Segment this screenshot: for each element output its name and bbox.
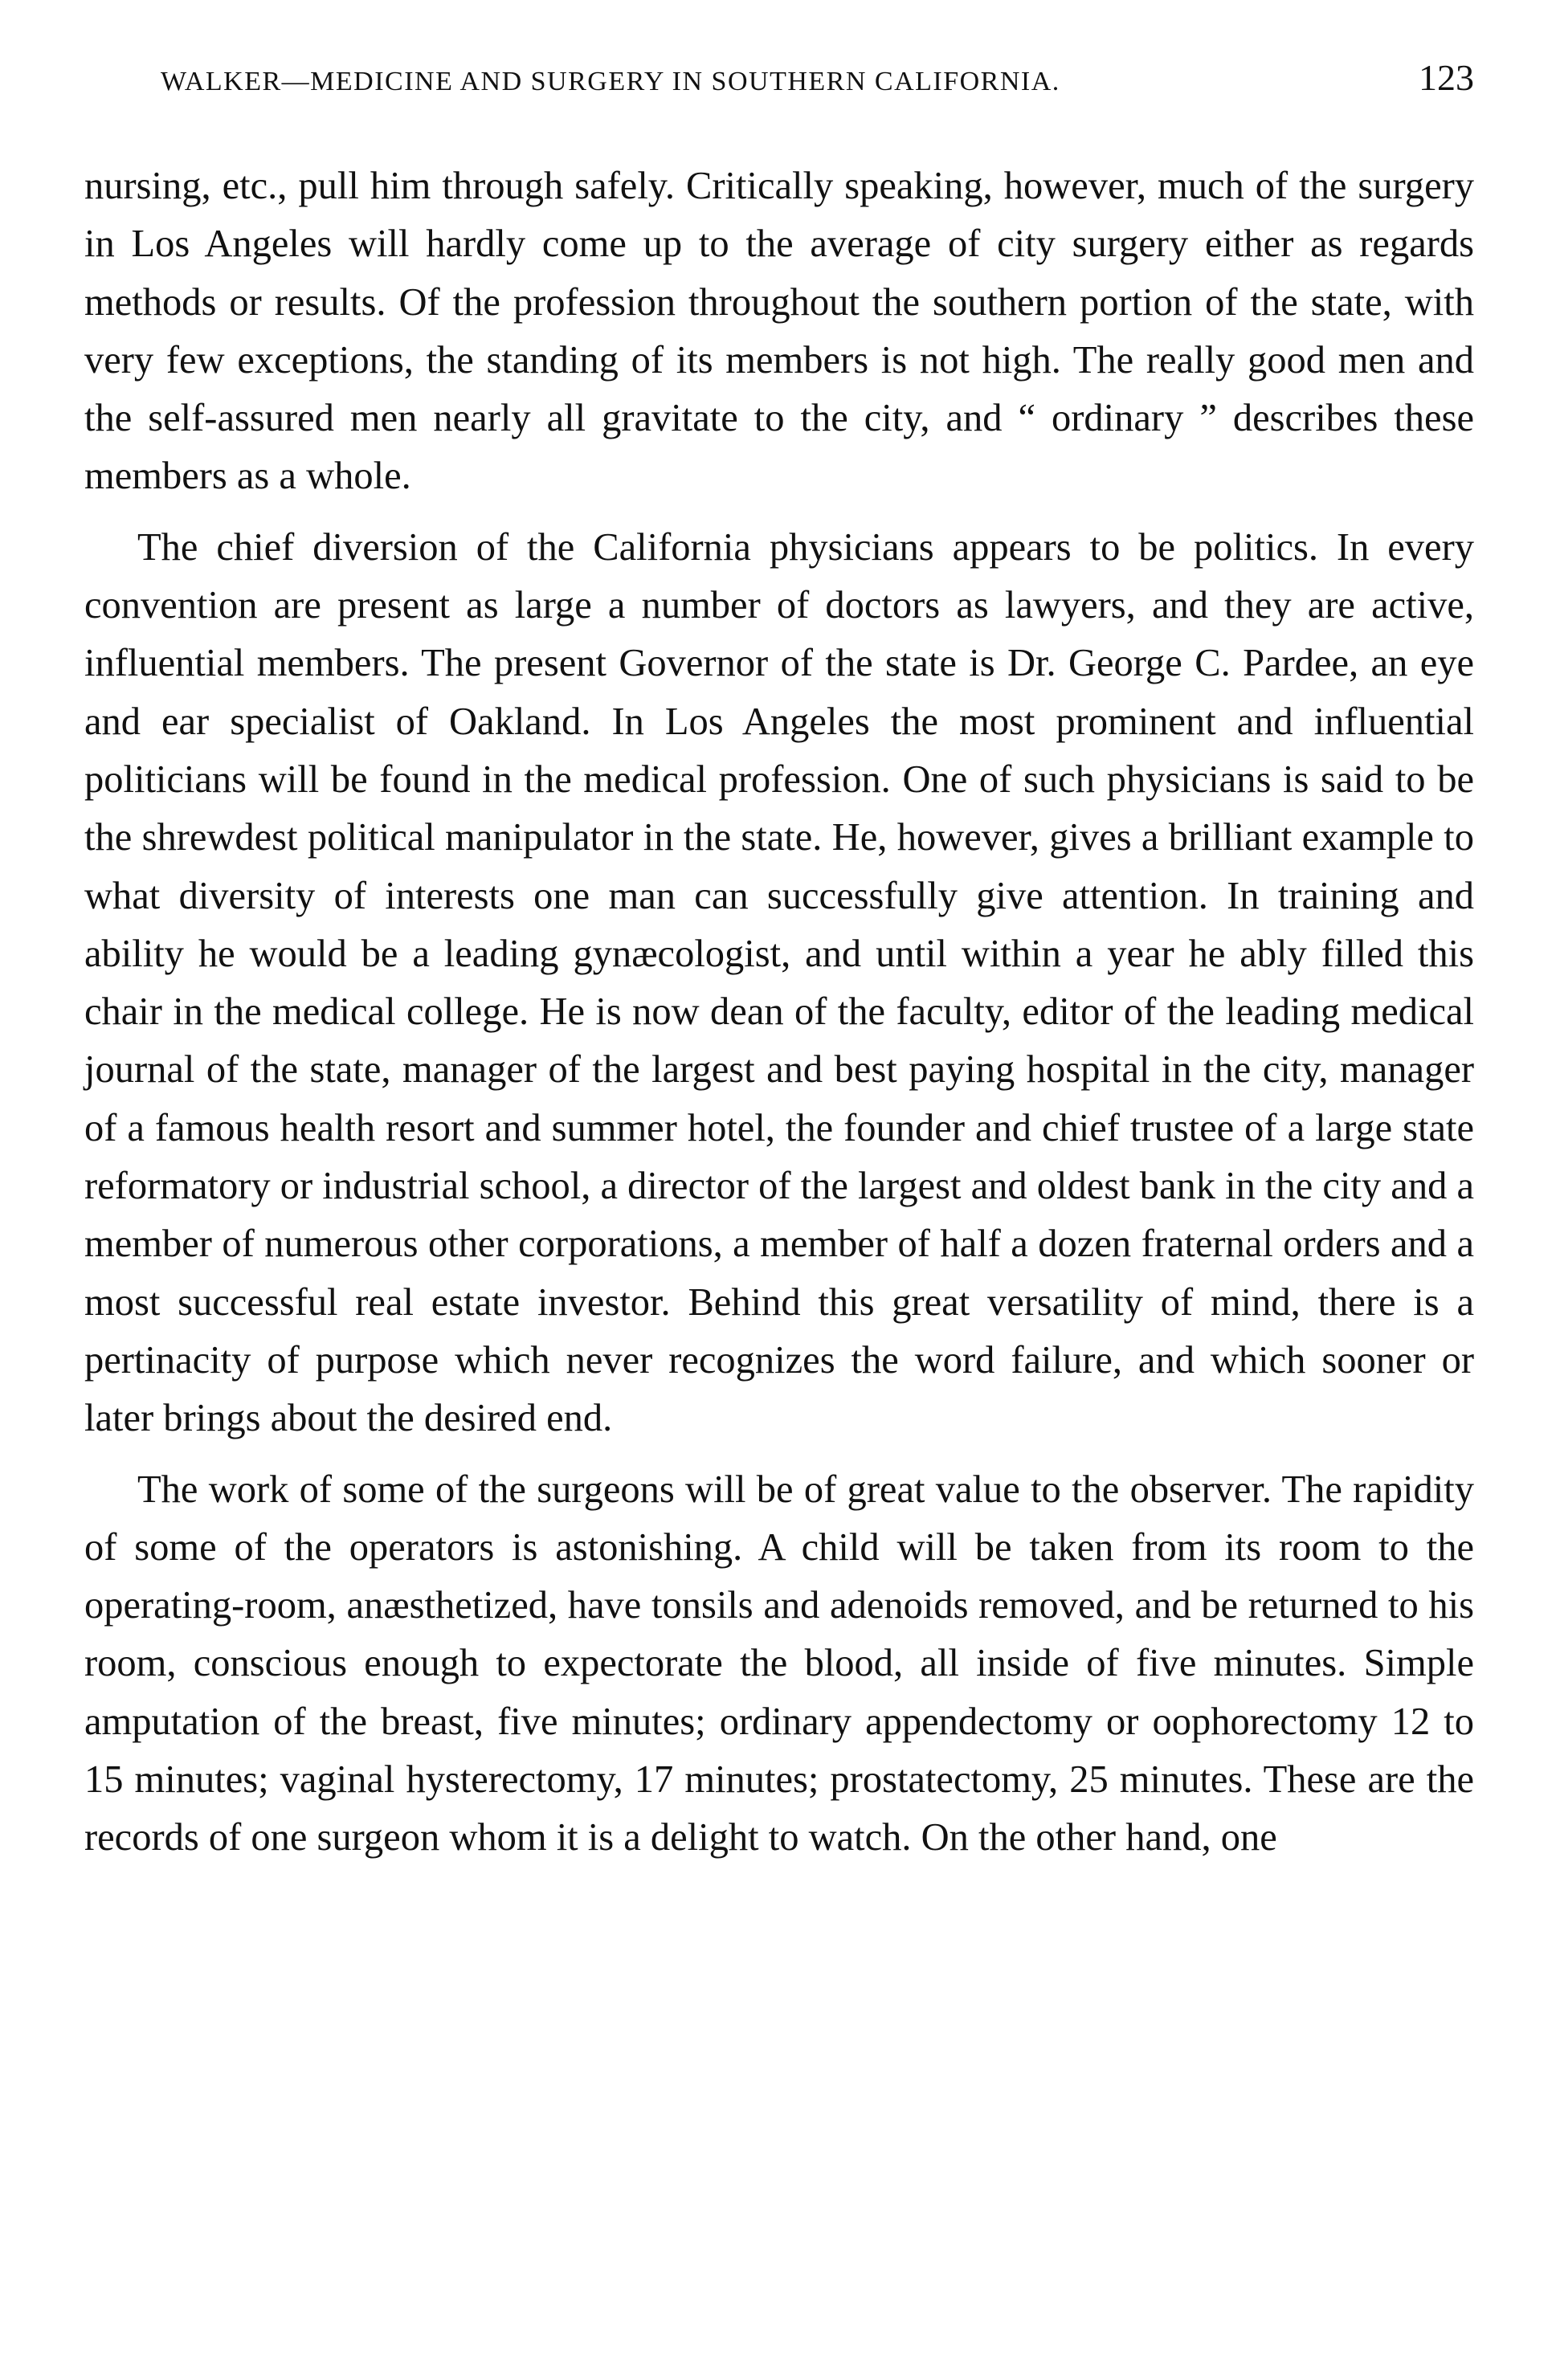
body-text <box>84 157 1474 1868</box>
paragraph-continuation: nursing, etc., pull him through safely. Critically speaking, however, much of the surgery in Los Angeles will hardly come up to the average of city surgery either as regards methods or results. Of the profession throughout the southern portion of the state, with very few exceptions, the standing of its members is not high. The really good men and the self-assured men nearly all gravitate to the city, and “ ordinary ” describes these members as a whole. <box>84 165 1474 498</box>
running-head <box>161 56 1474 112</box>
paragraph-politics: The chief diversion of the California physicians appears to be politics. In every convention are present as large a number of doctors as lawyers, and they are active, influential members. The present Governor of the state is Dr. George C. Pardee, an eye and ear specialist of Oakland. In Los Angeles the most prominent and influential politicians will be found in the medical profession. One of such physicians is said to be the shrewdest political manipulator in the state. He, however, gives a brilliant example to what diversity of interests one man can successfully give attention. In training and ability he would be a leading gynæcologist, and until within a year he ably filled this chair in the medical college. He is now dean of the faculty, editor of the leading medical journal of the state, manager of the largest and best paying hospital in the city, manager of a famous health resort and summer hotel, the founder and chief trustee of a large state reformatory or industrial school, a director of the largest and oldest bank in the city and a member of numerous other corporations, a member of half a dozen fraternal orders and a most successful real estate investor. Behind this great versatility of mind, there is a pertinacity of purpose which never recognizes the word failure, and which sooner or later brings about the desired end. <box>84 525 1474 1440</box>
page-number: 123 <box>1419 57 1474 98</box>
book-page <box>84 56 1474 1880</box>
running-title: WALKER—MEDICINE AND SURGERY IN SOUTHERN CALIFORNIA. <box>161 67 1060 96</box>
paragraph-surgeons: The work of some of the surgeons will be of great value to the observer. The rapidity of some of the operators is astonishing. A child will be taken from its room to the operating-room, anæsthetized, have tonsils and adenoids removed, and be returned to his room, conscious enough to expectorate the blood, all inside of five minutes. Simple amputation of the breast, five minutes; ordinary appendectomy or oophorectomy 12 to 15 minutes; vaginal hysterectomy, 17 minutes; prostatectomy, 25 minutes. These are the records of one surgeon whom it is a delight to watch. On the other hand, one <box>84 1468 1474 1860</box>
